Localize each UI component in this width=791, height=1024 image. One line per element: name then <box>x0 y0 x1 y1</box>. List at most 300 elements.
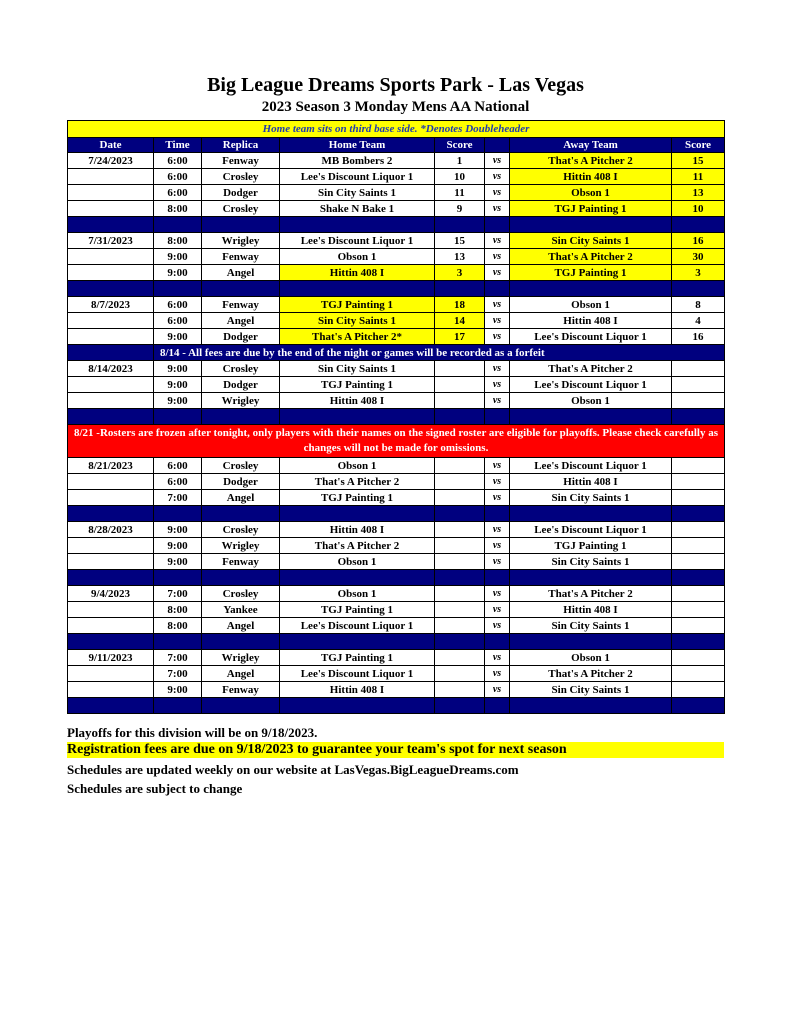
away-team: Hittin 408 I <box>510 474 672 490</box>
vs-label: vs <box>485 361 510 377</box>
roster-notice-row <box>68 425 725 458</box>
game-date <box>68 682 154 698</box>
away-score <box>672 377 725 393</box>
game-date <box>68 185 154 201</box>
home-score: 15 <box>435 233 485 249</box>
home-team: Sin City Saints 1 <box>280 313 435 329</box>
home-team: Lee's Discount Liquor 1 <box>280 233 435 249</box>
separator-cell <box>68 409 154 425</box>
vs-label: vs <box>485 666 510 682</box>
separator-cell <box>202 217 280 233</box>
separator-cell <box>672 698 725 714</box>
away-score: 15 <box>672 153 725 169</box>
game-date <box>68 393 154 409</box>
game-date: 7/24/2023 <box>68 153 154 169</box>
game-row <box>68 602 725 618</box>
separator-cell <box>154 506 202 522</box>
game-replica: Wrigley <box>202 650 280 666</box>
away-score: 3 <box>672 265 725 281</box>
home-score <box>435 682 485 698</box>
separator-cell <box>280 281 435 297</box>
separator-cell <box>485 506 510 522</box>
game-date: 9/11/2023 <box>68 650 154 666</box>
home-score <box>435 458 485 474</box>
vs-label: vs <box>485 490 510 506</box>
separator-cell <box>202 698 280 714</box>
away-score: 13 <box>672 185 725 201</box>
game-replica: Fenway <box>202 682 280 698</box>
home-score: 17 <box>435 329 485 345</box>
away-score <box>672 458 725 474</box>
separator-cell <box>280 506 435 522</box>
separator-cell <box>510 634 672 650</box>
game-replica: Dodger <box>202 377 280 393</box>
home-team: Sin City Saints 1 <box>280 361 435 377</box>
separator-cell <box>672 506 725 522</box>
vs-label: vs <box>485 153 510 169</box>
game-date <box>68 329 154 345</box>
game-date <box>68 602 154 618</box>
vs-label: vs <box>485 329 510 345</box>
game-replica: Yankee <box>202 602 280 618</box>
game-date: 7/31/2023 <box>68 233 154 249</box>
game-date <box>68 490 154 506</box>
separator-cell <box>68 281 154 297</box>
away-score <box>672 522 725 538</box>
game-date <box>68 666 154 682</box>
home-score <box>435 554 485 570</box>
home-score: 9 <box>435 201 485 217</box>
game-replica: Crosley <box>202 458 280 474</box>
away-team: That's A Pitcher 2 <box>510 153 672 169</box>
game-row <box>68 522 725 538</box>
away-team: Obson 1 <box>510 185 672 201</box>
vs-label: vs <box>485 377 510 393</box>
home-score <box>435 490 485 506</box>
game-time: 7:00 <box>154 666 202 682</box>
away-score <box>672 602 725 618</box>
separator-cell <box>672 217 725 233</box>
away-team: Lee's Discount Liquor 1 <box>510 377 672 393</box>
game-row <box>68 458 725 474</box>
separator-cell <box>672 409 725 425</box>
game-replica: Fenway <box>202 153 280 169</box>
separator-cell <box>202 281 280 297</box>
note-row <box>68 121 725 138</box>
game-date <box>68 618 154 634</box>
game-replica: Dodger <box>202 474 280 490</box>
separator-cell <box>435 409 485 425</box>
vs-label: vs <box>485 522 510 538</box>
separator-cell <box>435 570 485 586</box>
home-score <box>435 618 485 634</box>
game-time: 6:00 <box>154 185 202 201</box>
separator-cell <box>672 634 725 650</box>
game-date <box>68 265 154 281</box>
game-row <box>68 297 725 313</box>
header-replica: Replica <box>202 138 280 153</box>
schedule-table <box>67 120 725 714</box>
separator-row <box>68 698 725 714</box>
game-replica: Fenway <box>202 554 280 570</box>
game-replica: Angel <box>202 265 280 281</box>
home-team: Hittin 408 I <box>280 522 435 538</box>
game-row <box>68 249 725 265</box>
game-replica: Angel <box>202 666 280 682</box>
home-score <box>435 650 485 666</box>
separator-cell <box>202 634 280 650</box>
home-score: 10 <box>435 169 485 185</box>
home-score <box>435 538 485 554</box>
game-time: 9:00 <box>154 361 202 377</box>
separator-cell <box>68 698 154 714</box>
game-time: 9:00 <box>154 393 202 409</box>
home-score <box>435 586 485 602</box>
game-date: 8/21/2023 <box>68 458 154 474</box>
game-replica: Crosley <box>202 361 280 377</box>
vs-label: vs <box>485 682 510 698</box>
home-score <box>435 666 485 682</box>
playoffs-note: Playoffs for this division will be on 9/18/2023. <box>67 725 318 740</box>
game-time: 7:00 <box>154 490 202 506</box>
vs-label: vs <box>485 313 510 329</box>
away-score <box>672 618 725 634</box>
game-row <box>68 618 725 634</box>
away-score: 8 <box>672 297 725 313</box>
game-replica: Crosley <box>202 586 280 602</box>
game-replica: Fenway <box>202 249 280 265</box>
game-row <box>68 201 725 217</box>
separator-cell <box>68 217 154 233</box>
vs-label: vs <box>485 650 510 666</box>
game-row <box>68 377 725 393</box>
separator-cell <box>68 570 154 586</box>
home-team: Lee's Discount Liquor 1 <box>280 666 435 682</box>
home-score <box>435 474 485 490</box>
game-replica: Crosley <box>202 201 280 217</box>
vs-label: vs <box>485 185 510 201</box>
notice-text: 8/14 - All fees are due by the end of the night or games will be recorded as a forfeit <box>154 345 725 361</box>
game-row <box>68 586 725 602</box>
header-row <box>68 138 725 153</box>
separator-cell <box>435 506 485 522</box>
game-time: 6:00 <box>154 153 202 169</box>
roster-notice-text: 8/21 -Rosters are frozen after tonight, only players with their names on the signed roster are eligible for playoffs. Please check carefully as changes will not be made for omissions. <box>68 425 725 458</box>
vs-label: vs <box>485 554 510 570</box>
registration-note: Registration fees are due on 9/18/2023 to guarantee your team's spot for next season <box>67 742 724 758</box>
vs-label: vs <box>485 586 510 602</box>
home-team: Obson 1 <box>280 586 435 602</box>
game-replica: Fenway <box>202 297 280 313</box>
home-team: TGJ Painting 1 <box>280 377 435 393</box>
home-team: That's A Pitcher 2 <box>280 474 435 490</box>
separator-cell <box>435 217 485 233</box>
game-time: 6:00 <box>154 474 202 490</box>
home-score: 1 <box>435 153 485 169</box>
away-team: That's A Pitcher 2 <box>510 249 672 265</box>
away-team: TGJ Painting 1 <box>510 538 672 554</box>
game-date: 9/4/2023 <box>68 586 154 602</box>
game-row <box>68 233 725 249</box>
home-score <box>435 361 485 377</box>
game-time: 9:00 <box>154 538 202 554</box>
game-time: 9:00 <box>154 249 202 265</box>
separator-cell <box>154 634 202 650</box>
header-date: Date <box>68 138 154 153</box>
home-team: That's A Pitcher 2 <box>280 538 435 554</box>
note-text: Home team sits on third base side. *Denotes Doubleheader <box>68 121 725 138</box>
home-score: 13 <box>435 249 485 265</box>
vs-label: vs <box>485 169 510 185</box>
separator-cell <box>510 409 672 425</box>
vs-label: vs <box>485 458 510 474</box>
game-replica: Wrigley <box>202 538 280 554</box>
vs-label: vs <box>485 538 510 554</box>
separator-cell <box>435 634 485 650</box>
away-team: Lee's Discount Liquor 1 <box>510 458 672 474</box>
separator-cell <box>435 281 485 297</box>
away-score <box>672 682 725 698</box>
away-team: Sin City Saints 1 <box>510 554 672 570</box>
home-team: TGJ Painting 1 <box>280 650 435 666</box>
game-date <box>68 554 154 570</box>
game-replica: Angel <box>202 313 280 329</box>
game-date: 8/28/2023 <box>68 522 154 538</box>
game-date <box>68 313 154 329</box>
game-time: 9:00 <box>154 329 202 345</box>
separator-cell <box>485 570 510 586</box>
blank-cell <box>68 345 154 361</box>
separator-cell <box>154 409 202 425</box>
game-time: 7:00 <box>154 650 202 666</box>
home-team: Hittin 408 I <box>280 393 435 409</box>
game-time: 8:00 <box>154 602 202 618</box>
page-title: Big League Dreams Sports Park - Las Vegas <box>207 74 584 96</box>
game-row <box>68 554 725 570</box>
separator-cell <box>154 217 202 233</box>
away-score <box>672 666 725 682</box>
game-row <box>68 265 725 281</box>
away-team: Obson 1 <box>510 650 672 666</box>
away-team: Sin City Saints 1 <box>510 233 672 249</box>
vs-label: vs <box>485 249 510 265</box>
separator-cell <box>672 281 725 297</box>
game-date <box>68 169 154 185</box>
separator-cell <box>485 409 510 425</box>
game-row <box>68 169 725 185</box>
game-row <box>68 474 725 490</box>
vs-label: vs <box>485 201 510 217</box>
away-score: 4 <box>672 313 725 329</box>
home-team: Lee's Discount Liquor 1 <box>280 618 435 634</box>
separator-row <box>68 570 725 586</box>
game-row <box>68 666 725 682</box>
separator-row <box>68 634 725 650</box>
home-score: 18 <box>435 297 485 313</box>
home-team: TGJ Painting 1 <box>280 602 435 618</box>
game-row <box>68 538 725 554</box>
game-row <box>68 313 725 329</box>
separator-cell <box>280 634 435 650</box>
game-date <box>68 538 154 554</box>
game-row <box>68 185 725 201</box>
separator-cell <box>510 281 672 297</box>
game-time: 6:00 <box>154 458 202 474</box>
vs-label: vs <box>485 618 510 634</box>
separator-row <box>68 281 725 297</box>
away-score: 10 <box>672 201 725 217</box>
game-replica: Angel <box>202 618 280 634</box>
game-date <box>68 249 154 265</box>
game-row <box>68 393 725 409</box>
separator-cell <box>510 217 672 233</box>
away-team: That's A Pitcher 2 <box>510 361 672 377</box>
away-team: Hittin 408 I <box>510 169 672 185</box>
subject-note: Schedules are subject to change <box>67 781 243 796</box>
home-score <box>435 602 485 618</box>
game-time: 9:00 <box>154 522 202 538</box>
away-score <box>672 361 725 377</box>
away-team: That's A Pitcher 2 <box>510 586 672 602</box>
game-row <box>68 650 725 666</box>
header-home-team: Home Team <box>280 138 435 153</box>
away-team: Hittin 408 I <box>510 602 672 618</box>
separator-cell <box>485 217 510 233</box>
away-team: Obson 1 <box>510 393 672 409</box>
game-time: 8:00 <box>154 618 202 634</box>
away-team: That's A Pitcher 2 <box>510 666 672 682</box>
home-score: 14 <box>435 313 485 329</box>
game-date: 8/7/2023 <box>68 297 154 313</box>
away-team: Sin City Saints 1 <box>510 618 672 634</box>
separator-cell <box>154 570 202 586</box>
game-row <box>68 682 725 698</box>
game-time: 6:00 <box>154 169 202 185</box>
home-score <box>435 522 485 538</box>
website-note: Schedules are updated weekly on our website at LasVegas.BigLeagueDreams.com <box>67 762 519 777</box>
away-score <box>672 490 725 506</box>
separator-cell <box>672 570 725 586</box>
game-row <box>68 329 725 345</box>
vs-label: vs <box>485 602 510 618</box>
away-score <box>672 474 725 490</box>
game-replica: Dodger <box>202 329 280 345</box>
game-replica: Dodger <box>202 185 280 201</box>
game-date: 8/14/2023 <box>68 361 154 377</box>
vs-label: vs <box>485 297 510 313</box>
separator-cell <box>202 570 280 586</box>
separator-row <box>68 506 725 522</box>
header-away-score: Score <box>672 138 725 153</box>
game-row <box>68 490 725 506</box>
separator-cell <box>68 506 154 522</box>
vs-label: vs <box>485 265 510 281</box>
game-time: 9:00 <box>154 554 202 570</box>
away-team: Sin City Saints 1 <box>510 682 672 698</box>
home-team: Shake N Bake 1 <box>280 201 435 217</box>
game-time: 8:00 <box>154 233 202 249</box>
game-time: 9:00 <box>154 682 202 698</box>
away-score: 16 <box>672 233 725 249</box>
away-score: 16 <box>672 329 725 345</box>
away-score <box>672 650 725 666</box>
separator-cell <box>510 570 672 586</box>
game-time: 8:00 <box>154 201 202 217</box>
separator-cell <box>280 409 435 425</box>
game-date <box>68 201 154 217</box>
away-team: Hittin 408 I <box>510 313 672 329</box>
game-replica: Crosley <box>202 522 280 538</box>
game-replica: Angel <box>202 490 280 506</box>
home-team: TGJ Painting 1 <box>280 297 435 313</box>
separator-cell <box>485 698 510 714</box>
away-score <box>672 554 725 570</box>
separator-cell <box>435 698 485 714</box>
home-score: 3 <box>435 265 485 281</box>
home-team: Hittin 408 I <box>280 265 435 281</box>
separator-cell <box>154 698 202 714</box>
home-team: Sin City Saints 1 <box>280 185 435 201</box>
game-time: 6:00 <box>154 313 202 329</box>
separator-cell <box>202 506 280 522</box>
vs-label: vs <box>485 393 510 409</box>
separator-row <box>68 217 725 233</box>
away-team: TGJ Painting 1 <box>510 201 672 217</box>
game-time: 9:00 <box>154 377 202 393</box>
away-team: Sin City Saints 1 <box>510 490 672 506</box>
vs-label: vs <box>485 474 510 490</box>
notice-row <box>68 345 725 361</box>
game-replica: Crosley <box>202 169 280 185</box>
separator-cell <box>68 634 154 650</box>
home-team: TGJ Painting 1 <box>280 490 435 506</box>
home-team: Lee's Discount Liquor 1 <box>280 169 435 185</box>
away-score: 30 <box>672 249 725 265</box>
separator-cell <box>280 217 435 233</box>
home-score <box>435 393 485 409</box>
separator-cell <box>202 409 280 425</box>
schedule-body <box>68 121 725 714</box>
game-date <box>68 377 154 393</box>
header-home-score: Score <box>435 138 485 153</box>
header-away-team: Away Team <box>510 138 672 153</box>
separator-cell <box>510 698 672 714</box>
separator-cell <box>485 634 510 650</box>
game-row <box>68 153 725 169</box>
page-subtitle: 2023 Season 3 Monday Mens AA National <box>261 99 530 115</box>
home-team: Obson 1 <box>280 458 435 474</box>
home-team: MB Bombers 2 <box>280 153 435 169</box>
home-team: Hittin 408 I <box>280 682 435 698</box>
header-time: Time <box>154 138 202 153</box>
away-score <box>672 393 725 409</box>
vs-label: vs <box>485 233 510 249</box>
game-time: 9:00 <box>154 265 202 281</box>
home-score: 11 <box>435 185 485 201</box>
away-score: 11 <box>672 169 725 185</box>
separator-cell <box>485 281 510 297</box>
away-team: Lee's Discount Liquor 1 <box>510 522 672 538</box>
separator-row <box>68 409 725 425</box>
home-team: Obson 1 <box>280 249 435 265</box>
game-row <box>68 361 725 377</box>
home-team: That's A Pitcher 2* <box>280 329 435 345</box>
separator-cell <box>510 506 672 522</box>
separator-cell <box>280 570 435 586</box>
away-team: Obson 1 <box>510 297 672 313</box>
away-score <box>672 586 725 602</box>
away-team: TGJ Painting 1 <box>510 265 672 281</box>
